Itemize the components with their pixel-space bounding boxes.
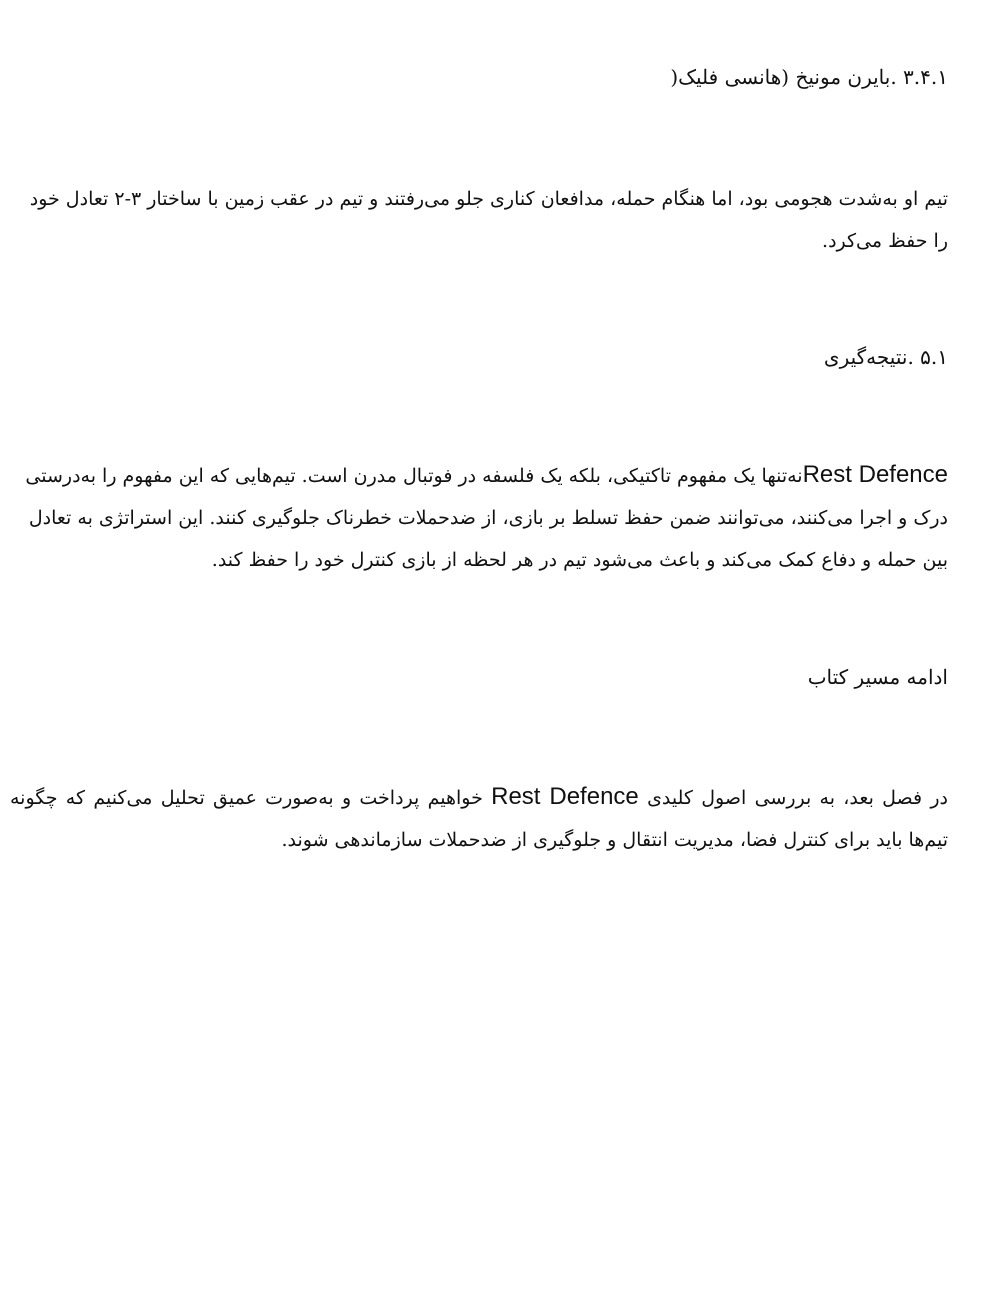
next-chapter-text-before: در فصل بعد، به بررسی اصول کلیدی bbox=[647, 787, 948, 809]
paragraph-conclusion bbox=[10, 454, 948, 581]
next-chapter-text-after: خواهیم پرداخت و به‌صورت عمیق تحلیل می‌کنیم که چگونه تیم‌ها باید برای کنترل فضا، مدیریت انتقال و جلوگیری از ضدحملات سازماندهی شوند. bbox=[10, 787, 948, 851]
section-heading-conclusion: ۵.۱ .نتیجه‌گیری bbox=[823, 345, 948, 369]
section-heading-book-path: ادامه مسیر کتاب bbox=[807, 665, 948, 689]
conclusion-body-text: نه‌تنها یک مفهوم تاکتیکی، بلکه یک فلسفه در فوتبال مدرن است. تیم‌هایی که این مفهوم را به‌درستی درک و اجرا می‌کنند، می‌توانند ضمن حفظ تسلط بر بازی، از ضدحملات خطرناک جلوگیری کنند. این استراتژی به تعادل بین حمله و دفاع کمک می‌کند و باعث می‌شود تیم در هر لحظه از بازی کنترل خود را حفظ کند. bbox=[25, 465, 948, 571]
rest-defence-term-2: Rest Defence bbox=[491, 783, 639, 810]
paragraph-bayern-description: تیم او به‌شدت هجومی بود، اما هنگام حمله، مدافعان کناری جلو می‌رفتند و تیم در عقب زمین با ساختار ۳-۲ تعادل خود را حفظ می‌کرد. bbox=[29, 188, 948, 252]
rest-defence-term: Rest Defence bbox=[802, 461, 948, 488]
section-heading-bayern: ۳.۴.۱ .بایرن مونیخ (هانسی فلیک( bbox=[670, 65, 948, 89]
paragraph-next-chapter bbox=[10, 776, 948, 861]
